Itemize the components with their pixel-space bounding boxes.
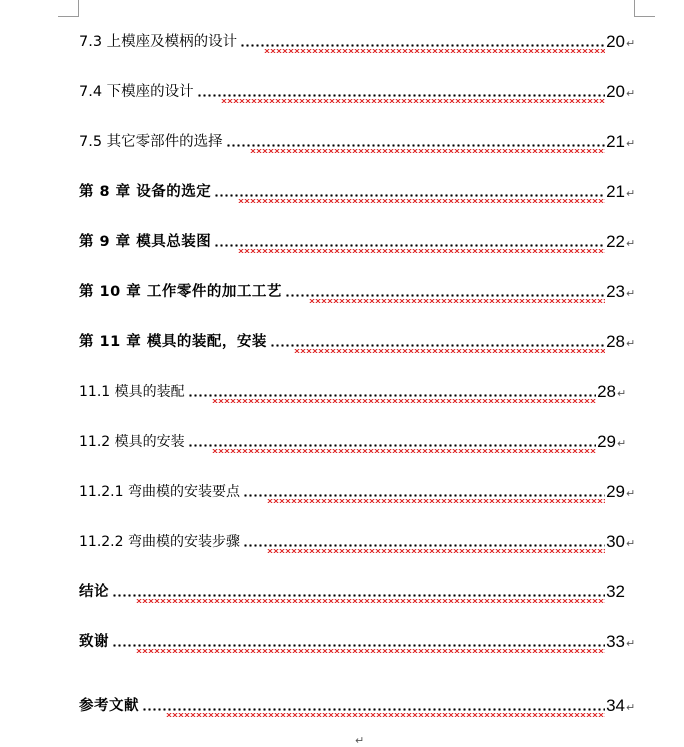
paragraph-mark-icon: ↵ — [617, 387, 627, 400]
toc-page-number: 30 — [606, 532, 625, 551]
toc-page-number: 21 — [606, 132, 625, 151]
paragraph-mark-icon: ↵ — [626, 187, 636, 200]
toc-entry[interactable] — [79, 528, 634, 552]
paragraph-mark-icon: ↵ — [617, 437, 627, 450]
toc-page-number: 20 — [606, 82, 625, 101]
toc-page-number: 20 — [606, 32, 625, 51]
toc-leader — [243, 532, 605, 552]
toc-entry-title: 第 11 章 模具的装配，安装 — [79, 334, 267, 350]
paragraph-mark-icon: ↵ — [626, 87, 636, 100]
toc-entry[interactable] — [79, 692, 634, 716]
toc-leader — [214, 182, 605, 202]
toc-entry[interactable] — [79, 228, 634, 252]
toc-leader — [188, 382, 596, 402]
toc-entry-title: 11.2.2 弯曲模的安装步骤 — [79, 534, 240, 550]
toc-page-number: 28 — [597, 382, 616, 401]
toc-leader — [197, 82, 605, 102]
paragraph-mark-icon: ↵ — [626, 37, 636, 50]
toc-entry-title: 第 10 章 工作零件的加工工艺 — [79, 284, 282, 300]
toc-leader — [270, 332, 605, 352]
toc-leader — [142, 696, 605, 716]
toc-entry[interactable] — [79, 578, 634, 602]
toc-entry-title: 致谢 — [79, 634, 109, 650]
toc-entry[interactable] — [79, 478, 634, 502]
paragraph-mark-icon: ↵ — [626, 237, 636, 250]
paragraph-mark-icon: ↵ — [355, 734, 365, 747]
paragraph-mark-icon: ↵ — [626, 537, 636, 550]
toc-entry-title: 11.2 模具的安装 — [79, 434, 185, 450]
toc-page-number: 28 — [606, 332, 625, 351]
toc-page-number: 29 — [597, 432, 616, 451]
toc-page-number: 23 — [606, 282, 625, 301]
toc-entry[interactable] — [79, 378, 625, 402]
toc-entry[interactable] — [79, 428, 625, 452]
toc-leader — [112, 632, 605, 652]
paragraph-mark-icon: ↵ — [626, 701, 636, 714]
toc-page-number: 34 — [606, 696, 625, 715]
toc-leader — [243, 482, 605, 502]
paragraph-mark-icon: ↵ — [626, 487, 636, 500]
toc-leader — [214, 232, 605, 252]
toc-entry[interactable] — [79, 178, 634, 202]
toc-leader — [112, 582, 605, 602]
toc-leader — [285, 282, 605, 302]
toc-entry-title: 第 8 章 设备的选定 — [79, 184, 212, 200]
toc-entry-title: 7.3 上模座及模柄的设计 — [79, 34, 238, 50]
toc-entry[interactable] — [79, 78, 634, 102]
toc-entry-title: 参考文献 — [79, 698, 139, 714]
toc-entry-title: 11.1 模具的装配 — [79, 384, 185, 400]
toc-entry[interactable] — [79, 278, 634, 302]
toc-entry-title: 11.2.1 弯曲模的安装要点 — [79, 484, 240, 500]
toc-leader — [240, 32, 605, 52]
toc-page-number: 33 — [606, 632, 625, 651]
toc-entry-title: 第 9 章 模具总装图 — [79, 234, 212, 250]
toc-entry[interactable] — [79, 28, 634, 52]
toc-page-number: 29 — [606, 482, 625, 501]
paragraph-mark-icon: ↵ — [626, 337, 636, 350]
toc-entry[interactable] — [79, 128, 634, 152]
paragraph-mark-icon: ↵ — [626, 637, 636, 650]
toc-leader — [188, 432, 596, 452]
toc-entry-title: 结论 — [79, 584, 109, 600]
paragraph-mark-icon: ↵ — [626, 287, 636, 300]
toc-page-number: 22 — [606, 232, 625, 251]
paragraph-mark-icon: ↵ — [626, 137, 636, 150]
toc-page-number: 21 — [606, 182, 625, 201]
toc-leader — [226, 132, 605, 152]
toc-page-number: 32 — [606, 582, 625, 601]
toc-entry-title: 7.5 其它零部件的选择 — [79, 134, 223, 150]
toc-entry-title: 7.4 下模座的设计 — [79, 84, 194, 100]
toc-entry[interactable] — [79, 328, 634, 352]
toc-entry[interactable] — [79, 628, 634, 652]
